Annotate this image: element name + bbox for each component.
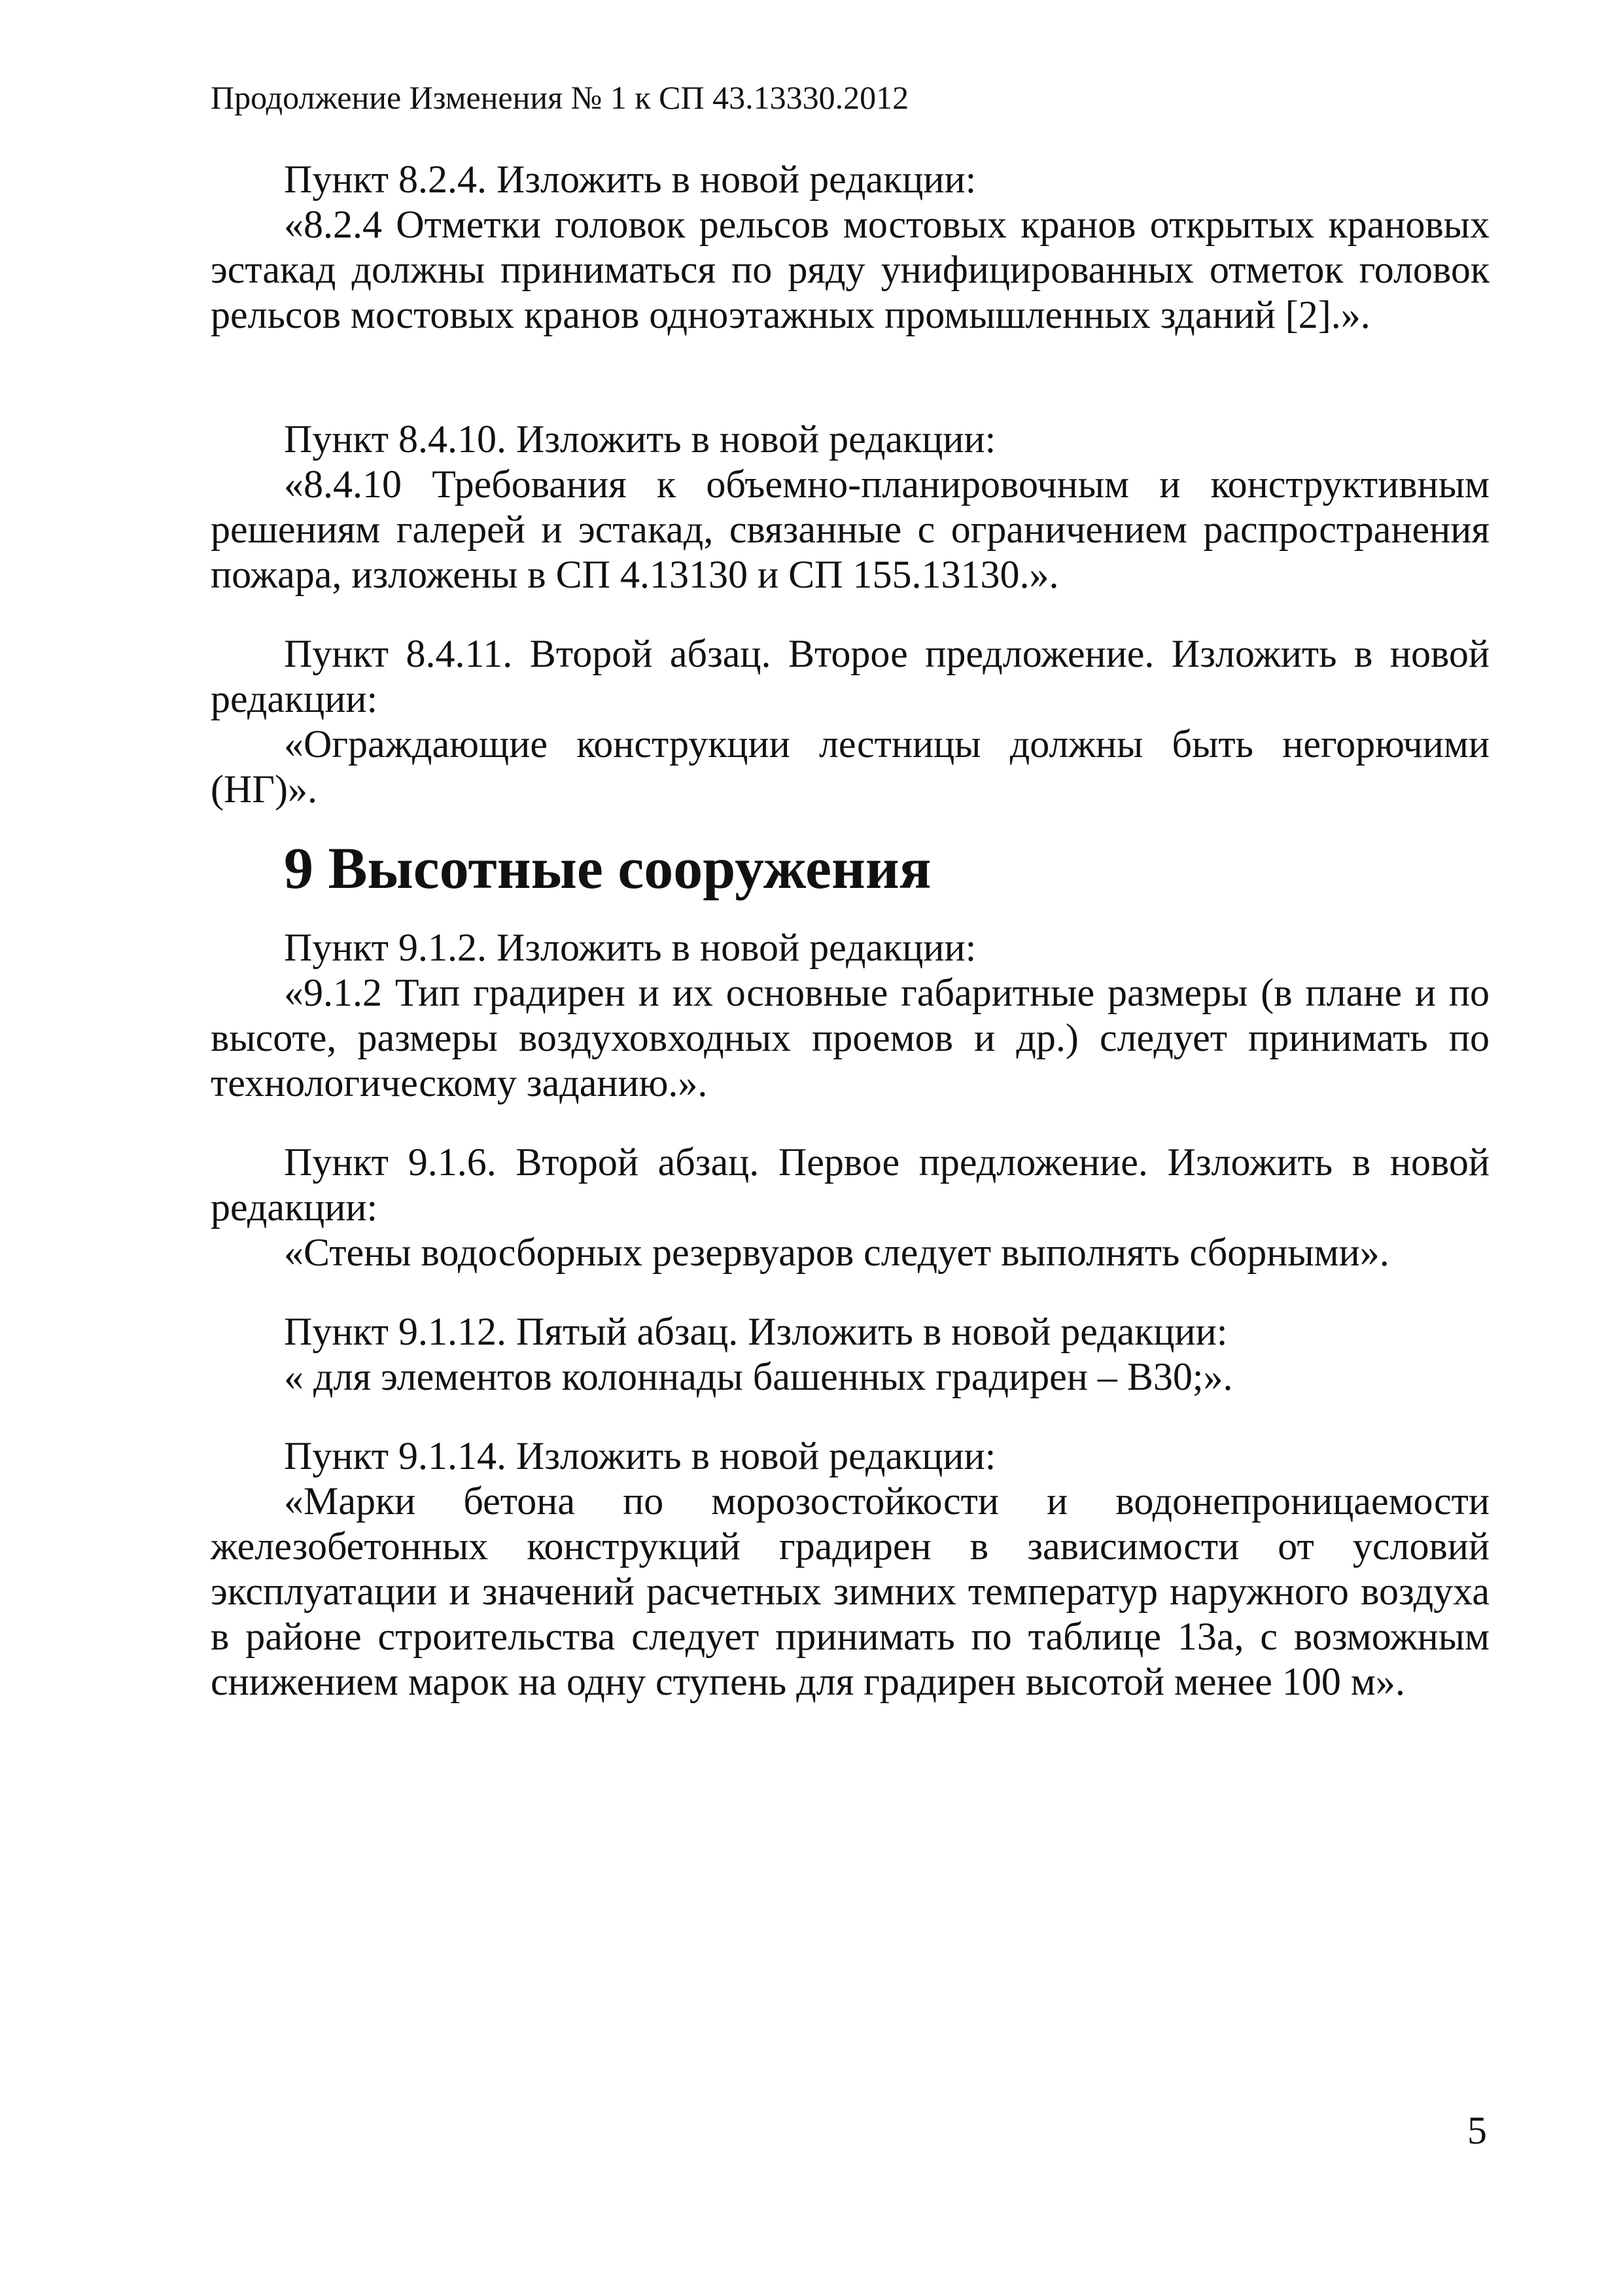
item-text: «9.1.2 Тип градирен и их основные габаритные размеры (в плане и по высоте, размеры воздуховходных проемов и др.) следует принимать по технологическому заданию.». [211, 971, 1490, 1104]
page-number: 5 [1467, 2109, 1487, 2152]
item-heading: Пункт 8.4.11. Второй абзац. Второе предложение. Изложить в новой редакции: [211, 632, 1490, 720]
section-title: 9 Высотные сооружения [284, 836, 932, 901]
amendment-item-9-1-14 [211, 1434, 1490, 1704]
document-body [211, 157, 1490, 1704]
item-text: «8.4.10 Требования к объемно-планировочным и конструктивным решениям галерей и эстакад, связанные с ограничением распространения пожара, изложены в СП 4.13130 и СП 155.13130.». [211, 463, 1490, 596]
amendment-item-9-1-2 [211, 925, 1490, 1106]
item-heading: Пункт 9.1.2. Изложить в новой редакции: [284, 926, 977, 969]
amendment-item-8-2-4 [211, 157, 1490, 338]
document-header: Продолжение Изменения № 1 к СП 43.13330.2012 [211, 79, 909, 116]
item-text: «8.2.4 Отметки головок рельсов мостовых кранов открытых крановых эстакад должны приниматься по ряду унифицированных отметок головок рельсов мостовых кранов одноэтажных промышленных зданий [2].». [211, 203, 1490, 336]
item-text: «Ограждающие конструкции лестницы должны быть негорючими (НГ)». [211, 722, 1490, 811]
item-heading: Пункт 9.1.12. Пятый абзац. Изложить в новой редакции: [284, 1310, 1228, 1353]
item-text: « для элементов колоннады башенных градирен – В30;». [284, 1355, 1233, 1398]
amendment-item-9-1-12 [211, 1309, 1490, 1400]
item-text: «Стены водосборных резервуаров следует выполнять сборными». [284, 1231, 1389, 1274]
amendment-item-9-1-6 [211, 1140, 1490, 1275]
amendment-item-8-4-11 [211, 631, 1490, 812]
item-heading: Пункт 9.1.14. Изложить в новой редакции: [284, 1434, 996, 1477]
item-text: «Марки бетона по морозостойкости и водонепроницаемости железобетонных конструкций градирен в зависимости от условий эксплуатации и значений расчетных зимних температур наружного воздуха в районе строительства следует принимать по таблице 13а, с возможным снижением марок на одну ступень для градирен высотой менее 100 м». [211, 1479, 1490, 1703]
item-heading: Пункт 8.4.10. Изложить в новой редакции: [284, 417, 996, 461]
item-heading: Пункт 8.2.4. Изложить в новой редакции: [284, 158, 977, 201]
item-heading: Пункт 9.1.6. Второй абзац. Первое предложение. Изложить в новой редакции: [211, 1140, 1490, 1229]
amendment-item-8-4-10 [211, 417, 1490, 597]
